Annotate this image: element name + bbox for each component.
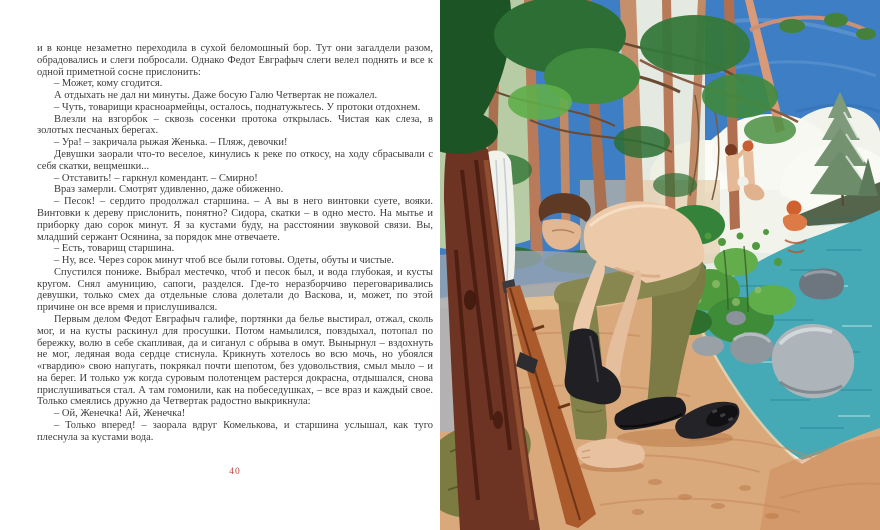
- paragraph: Первым делом Федот Евграфыч галифе, портянки да белье выстирал, отжал, сколь мог, и на кусты раскинул для просушки. Потом намылился, повздыхал, потопал по бережку, волю в себе скапливая, да и сиганул с обрыва в омут. Вынырнул – вздохнуть не мог, ледяная вода сердце стиснула. Крикнуть хотелось во всю мочь, но убоялся «гвардию» свою напугать, покрякал почти шепотом, без удовольствия, смыл мыло – и на берег. И только уж когда суровым полотенцем растерся докрасна, отдышался, снова прислушиваться стал. А там гомонили, как на побеседушках, – все враз и каждый свое. Только смеялись дружно да Четвертак радостно выкрикнула:: [37, 313, 433, 408]
- paragraph: – Ура! – закричала рыжая Женька. – Пляж, девочки!: [54, 137, 288, 149]
- lakeshore-illustration: [440, 0, 880, 530]
- illustration-page: [440, 0, 880, 530]
- paragraph: – Отставить! – гаркнул комендант. – Смирно!: [54, 172, 258, 184]
- paragraph: – Только вперед! – заорала вдруг Комелькова, и старшина услышал, как туго плеснула за кустами вода.: [37, 420, 433, 443]
- page-number: 40: [229, 467, 241, 477]
- paragraph: – Есть, товарищ старшина.: [54, 243, 175, 255]
- paragraph: Враз замерли. Смотрят удивленно, даже обиженно.: [54, 184, 284, 196]
- paragraph: – Песок! – сердито продолжал старшина. – А вы в него винтовки суете, вояки. Винтовки к дереву прислонить, понятно? Сидора, скатки – в одно место. На мытье и приборку даю сорок минут. Я за кустами буду, на расстоянии звуковой связи. Вы, младший сержант Осянина, за порядок мне отвечаете.: [37, 196, 433, 243]
- paragraph: и в конце незаметно переходила в сухой беломошный бор. Тут они загалдели разом, обрадовались и слеги побросали. Однако Федот Евграфыч слеги велел поднять и все к одной приметной сосне прислонить:: [37, 43, 433, 78]
- paragraph: Спустился пониже. Выбрал местечко, чтоб и песок был, и вода глубокая, и кусты кругом. Снял амуницию, сапоги, разделся. Где-то неразборчиво переговаривались девушки, только смех да отдельные слова долетали до Васкова, и, может, по этой причине он все время и прислушивался.: [37, 266, 433, 314]
- paragraph: Влезли на взгорбок – сквозь сосенки протока открылась. Чистая как слеза, в золотых песчаных берегах.: [37, 113, 433, 137]
- paragraph: – Ой, Женечка! Ай, Женечка!: [54, 408, 186, 420]
- paragraph: А отдыхать не дал ни минуты. Даже босую Галю Четвертак не пожалел.: [54, 90, 378, 102]
- paragraph: – Может, кому сгодится.: [54, 78, 163, 90]
- left-page-text-column: [37, 43, 433, 444]
- paragraph: Девушки заорали что-то веселое, кинулись к реке по откосу, на ходу сбрасывали с себя скатки, вещмешки...: [37, 149, 433, 172]
- paragraph: – Ну, все. Через сорок минут чтоб все были готовы. Одеты, обуты и чистые.: [54, 255, 394, 267]
- paragraph: – Чуть, товарищи красноармейцы, осталось, поднатужьтесь. У протоки отдохнем.: [54, 101, 421, 113]
